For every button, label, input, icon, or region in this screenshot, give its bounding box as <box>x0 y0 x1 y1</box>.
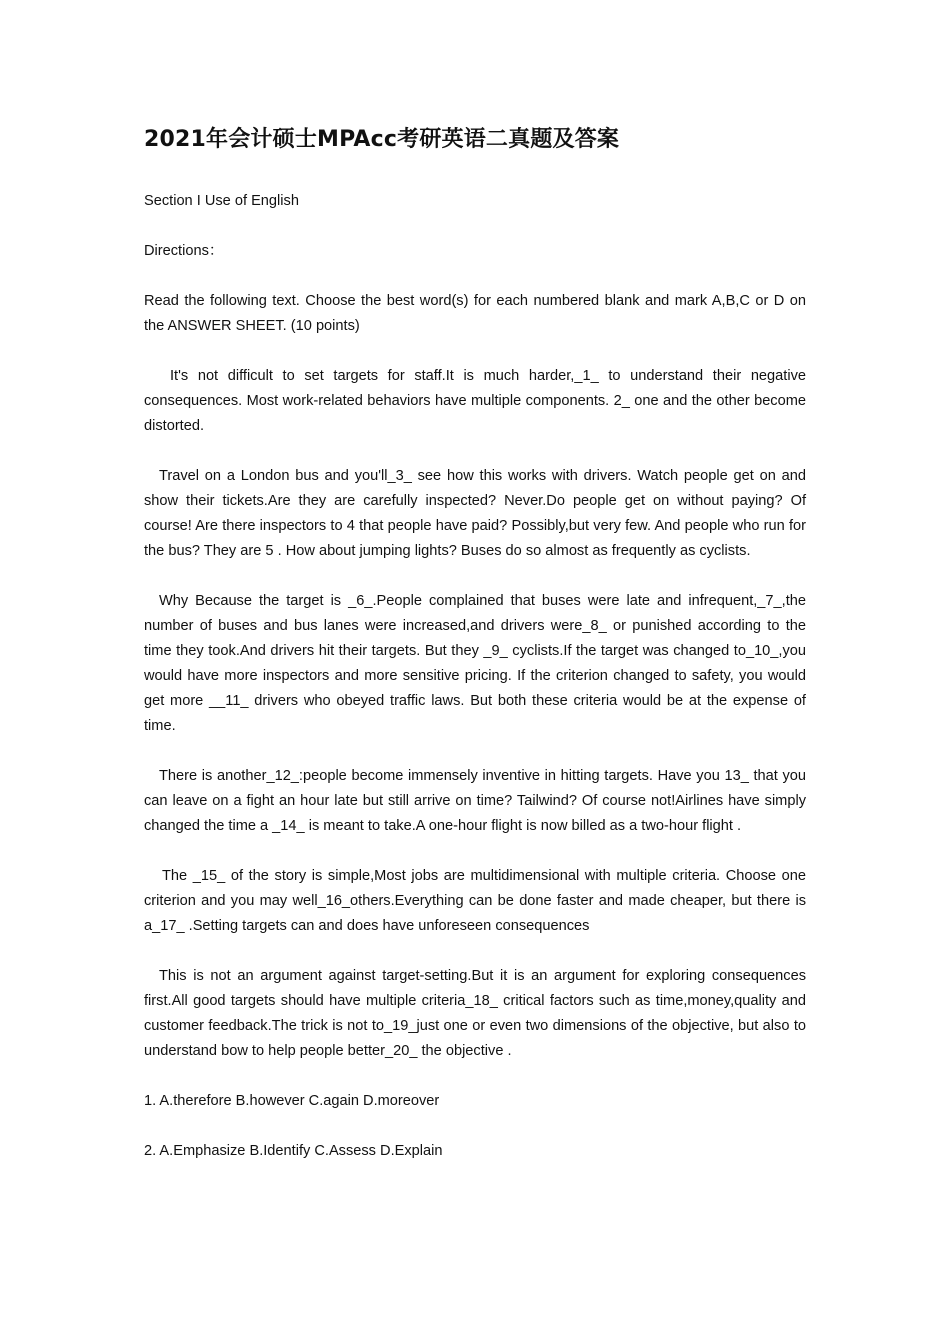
document-title: 2021年会计硕士MPAcc考研英语二真题及答案 <box>144 127 620 152</box>
question-2-options: 2. A.Emphasize B.Identify C.Assess D.Explain <box>144 1143 443 1159</box>
passage-paragraph-6: This is not an argument against target-setting.But it is an argument for exploring consequences first.All good targets should have multiple criteria_18_ critical factors such as time,money,quality and customer feedback.The trick is not to_19_just one or even two dimensions of the objective, but also to understand bow to help people better_20_ the objective . <box>144 968 806 1059</box>
document-page <box>144 120 806 1189</box>
passage-paragraph-2: Travel on a London bus and you'll_3_ see how this works with drivers. Watch people get on and show their tickets.Are they are carefully inspected? Never.Do people get on without paying? Of course! Are there inspectors to 4 that people have paid? Possibly,but very few. And people who run for the bus? They are 5 . How about jumping lights? Buses do so almost as frequently as cyclists. <box>144 468 806 559</box>
passage-paragraph-3: Why Because the target is _6_.People complained that buses were late and infrequent,_7_,the number of buses and bus lanes were increased,and drivers were_8_ or punished according to the time they took.And drivers hit their targets. But they _9_ cyclists.If the target was changed to_10_,you would have more inspectors and more sensitive pricing. If the criterion changed to safety, you would get more __11_ drivers who obeyed traffic laws. But both these criteria would be at the expense of time. <box>144 593 806 734</box>
section-heading: Section I Use of English <box>144 193 299 209</box>
passage-paragraph-5: The _15_ of the story is simple,Most jobs are multidimensional with multiple criteria. Choose one criterion and you may well_16_others.Everything can be done faster and made cheaper, but there is a_17_ .Setting targets can and does have unforeseen consequences <box>144 868 806 934</box>
passage-paragraph-1: It's not difficult to set targets for staff.It is much harder,_1_ to understand their negative consequences. Most work-related behaviors have multiple components. 2_ one and the other become distorted. <box>144 368 806 434</box>
question-1-options: 1. A.therefore B.however C.again D.moreover <box>144 1093 440 1109</box>
directions-label: Directions： <box>144 243 224 259</box>
passage-paragraph-4: There is another_12_:people become immensely inventive in hitting targets. Have you 13_ that you can leave on a fight an hour late but still arrive on time? Tailwind? Of course not!Airlines have simply changed the time a _14_ is meant to take.A one-hour flight is now billed as a two-hour flight . <box>144 768 806 834</box>
directions-text: Read the following text. Choose the best word(s) for each numbered blank and mark A,B,C or D on the ANSWER SHEET. (10 points) <box>144 293 806 334</box>
